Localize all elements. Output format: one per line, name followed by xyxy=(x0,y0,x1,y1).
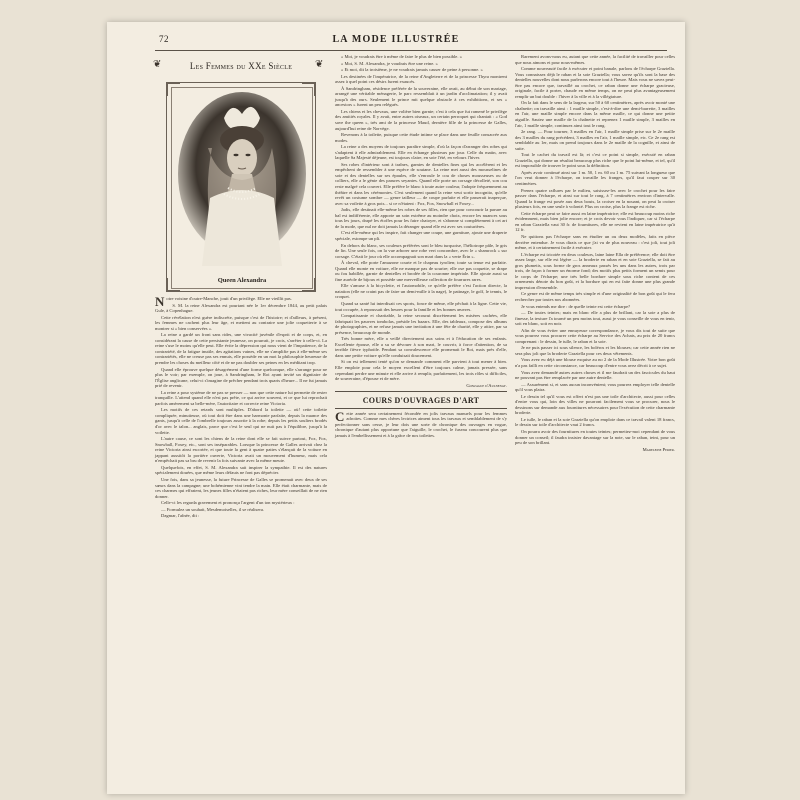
header-rule xyxy=(155,50,667,51)
article-rule xyxy=(335,391,507,392)
paragraph-text: Tout le cachet du travail est là; et c'est ce point si simple, exécuté en raban Graziella, qui donne un résultat beaucoup plus riche que le point lui-même, et tel, qu'il est impossible de trouver le point sous la définition. xyxy=(515,152,675,169)
paragraph-text: Cette révélation n'est guère indiscrète, puisque c'est de l'histoire; et d'ailleurs, à présent, les femmes ne cachent plus leur âge, et mettent au contraire une jolie coquetterie à se montrer si « bien conservées ». xyxy=(155,314,327,331)
paragraph xyxy=(335,408,507,439)
paragraph xyxy=(515,188,675,210)
paragraph xyxy=(335,283,507,300)
section-title: Les Femmes du XXe Siècle xyxy=(189,61,293,71)
portrait-caption: Queen Alexandra xyxy=(217,277,267,284)
paragraph xyxy=(515,304,675,310)
portrait-photo xyxy=(172,88,312,268)
paragraph-text: La reine a des moyens de toujours paraître simple, d'où la façon d'arranger des robes qui s'adaptent à elle admirablement. Elle en échange plusieurs par jour. Celle du matin, avec laquelle Sa Majesté déjeune, est toujours claire, en soie l'été, en velours l'hiver. xyxy=(335,144,507,161)
paragraph xyxy=(515,152,675,169)
paragraph xyxy=(155,513,327,519)
paragraph-text: — Formulez un souhait, Mesdemoiselles, il se réalisera. xyxy=(161,506,265,512)
portrait-frame xyxy=(166,82,316,292)
column-1 xyxy=(155,54,327,520)
paragraph xyxy=(155,407,327,435)
paragraph xyxy=(515,382,675,393)
paragraph-text: Quand elle éprouve quelque désagrément d'une forme quelconque, elle s'arrange pour ne plus le voir; par exemple, on joue, à Sandringham, le Roi ayant invité un dignitaire de l'Église anglicane, celui-ci s'imagine de prêcher pendant trois quarts d'heure... Il ne fut jamais prié de revenir. xyxy=(155,366,327,389)
section-heading xyxy=(155,58,327,76)
ornament-left-icon: ❦ xyxy=(153,59,162,70)
paragraph xyxy=(335,359,507,381)
paragraph-text: Jadis, elle destinait elle-même les robes de ses filles, rien que pour concourir la parure au bal est indifférente, elle apporte un soin extrême au moindre choix, encore les nuances sous tous les jours, drapé les étoffes pour les faire chatoyer, et s'abonne si complètement à cet art de la mode, que nul ne doit jamais la déranger quand elle est avec ses couturières. xyxy=(335,207,507,229)
paragraph-text: La reine a pour système de ne pas se presser — non que cette nature lui permette de rester tranquille. L'attend quand elle n'est pas prête, ce qui arrive souvent, et ce que lui reprochait parfois amèrement sa belle-mère, l'autoritaire et correcte reine Victoria. xyxy=(155,389,327,406)
paragraph-text: Une fois, dans sa jeunesse, la future Princesse de Galles se promenait avec deux de ses sœurs dans la campagne; une bohémienne vint tendre la main. Elle était charmante, mais de ces charmes qui effraient, les jeunes filles n'étaient pas riches, leur mère conseillait de ne rien donner. xyxy=(155,476,327,499)
dropcap: C xyxy=(335,408,345,424)
paragraph xyxy=(515,429,675,446)
paragraph xyxy=(515,129,675,151)
dropcap: N xyxy=(155,294,165,309)
paragraph xyxy=(335,67,507,73)
column-2 xyxy=(335,54,507,439)
paragraph xyxy=(155,315,327,332)
paragraph-text: Après avoir continué ainsi sur 1 m. 50, 1 m. 60 ou 1 m. 75 suivant la longueur que l'on veut donner à l'écharpe, on travaille les franges, qu'il faut couper sur 30 centimètres. xyxy=(515,169,675,187)
paragraph-text: Le dessin tel qu'il vous est offert n'est pas une toile d'architecte, aussi pour celles d'entre vous qui, loin des villes ne pourront facilement vous se procurer, nous le dessinons sur demande aux fournitures nécessaires pour l'exécution de cette charmante broderie. xyxy=(515,393,675,416)
paragraph-text: C'est elle-même qui les inspire, fait changer une coupe, une garniture, ajoute une draperie spéciale, estompe un pli. xyxy=(335,230,507,241)
paragraph xyxy=(155,332,327,365)
paragraph-text: « Moi, je voudrais être à même de faire le plus de bien possible. » xyxy=(341,54,462,59)
paragraph-text: otre voisine d'outre-Manche, jouit d'un privilège. Elle ne vieillit pas. xyxy=(166,296,292,301)
paragraph xyxy=(515,328,675,345)
paragraph-text: Je ne puis passer ici sous silence, les boléros et les blouses; car cette année rien ne sera plus joli que la broderie Graziella pour ces deux vêtements. xyxy=(515,345,675,356)
paragraph-text: On pourra avoir des fournitures en toutes teintes; permettez-moi cependant de vous donner un conseil; il faudra insister davantage sur la note, sur le raban, teint, pour un peu de son brillant. xyxy=(515,429,675,446)
paragraph-text: Cette écharpe peut se faire aussi en laine impératrice; elle est beaucoup moins riche évidemment, mais bien jolie encore; et je crois devoir vous l'indiquer, car si l'écharpe en raban Graziella vaut 30 fr. de fournitures, elle ne revient en laine impératrice qu'à 12 fr. xyxy=(515,210,675,233)
paragraph xyxy=(335,109,507,131)
paragraph xyxy=(335,260,507,282)
paragraph xyxy=(155,465,327,476)
paragraph-text: En dehors du blanc, ses couleurs préférées sont le bleu turquoise, l'héliotrope pâle, le gris de lin. Une seule fois, on la vue arborer une robe vert concombre, avec le « shamrock » sur corsage. C'était le jour où elle accompagnait son mari dans la « verte Érin ». xyxy=(335,242,507,259)
paragraph-text: Les destinées de l'impératrice, de la reine d'Angleterre et de la princesse Thyra montrent assez à quel point ces désirs furent exaucés. xyxy=(335,73,507,85)
paragraph xyxy=(515,370,675,381)
paragraph-text: Celle-ci les regarda gravement et prononça l'argent d'un ton mystérieux : xyxy=(161,500,295,506)
paragraph xyxy=(335,230,507,241)
paragraph xyxy=(515,100,675,128)
paragraph xyxy=(335,86,507,108)
paragraph xyxy=(155,477,327,499)
paragraph-text: On la fait dans le sens de la largeur, sur 50 à 60 centimètres, après avoir monté une chaînette; on travaille ainsi : 1 maille simple, c'est-à-dire une demi-barrette, 3 mailles en l'air, une maille simple encore dans la même maille, ce qui donne une petite aiguille. Sautez une maille de la chaînette et reprenez 1 maille simple, 3 mailles en l'air, 1 maille simple, continuez ainsi tout le rang. xyxy=(515,100,675,128)
paragraph-text: — De toutes teintes; mais en blanc elle a plus de brillant, car la soie a plus de finesse, la texture l'a tourné un peu moins tout, aussi je vous conseille de vous en tenir, soit en blanc, soit en noir. xyxy=(515,310,675,327)
article-signature: Gonzague d'Aulnenay. xyxy=(466,382,507,388)
journal-title: LA MODE ILLUSTRÉE xyxy=(332,34,460,45)
paragraph-text: L'autre cause, ce sont les chiens de la reine dont elle se fait suivre partout, Fox, Fox, Snowball, Foxey, etc., sont ses inséparables. Lorsque la princesse de Galles arrivait chez la reine Victoria ainsi escortée, et que toute la gent à quatre pattes s'élançait de la voiture en jappant aussitôt la portière ouverte, Victoria avait un mouvement d'humeur, mais cela n'empêchait pas sa bru de revenir la fois suivante avec la même meute. xyxy=(155,436,327,464)
paragraph xyxy=(515,291,675,302)
paragraph-text: 2e rang. — Pour tourner, 3 mailles en l'air, 1 maille simple prise sur le 2e maille des 3 mailles du rang précédent, 3 mailles en l'air, 1 maille simple, etc. Ce 2e rang est semblable au 1er, mais on prend toujours dans le 2e maille de la cognille, et ainsi de suite. xyxy=(515,129,675,151)
paragraph xyxy=(155,500,327,506)
paragraph xyxy=(335,74,507,85)
paragraph xyxy=(515,211,675,233)
paragraph-text: Ne quittons pas l'écharpe sans en étudier un ou deux modèles, faits en pièce derrière entendue. Je vous dirais ce que j'ai vu de plus nouveau : c'est joli, tout joli même, et à certainement facile à exécuter. xyxy=(515,233,675,251)
paragraph-text: Quand sa santé lui interdisait ces sports, fonce de même, elle pêchait à la ligne. Cette vie, tout occupée, à repoussait des heures pour la famille et les bonnes œuvres. xyxy=(335,300,507,312)
paragraph-text: Elle s'amuse à la bicyclette, et l'automobile, ce qu'elle préfère c'est l'action directe, la natation (elle ne craint pas de faire un demi-mille à la nage), le patinage, le golf, le tennis, le croquet. xyxy=(335,283,507,300)
paragraph-text: Dagmar, l'aînée, dit : xyxy=(161,513,200,519)
paragraph-text: Je vous entends me dire : de quelle teinte est cette écharpe? xyxy=(521,303,631,309)
paragraph-text: Si on est tellement tenté qu'on se demande comment elle parvient à tout mener à bien. Elle emploie pour cela le moyen excellent d'être toujours calme, jamais pressée, sans cependant perdre une minute et elle arrive à remplir, parfaitement, les trois rôles si difficiles, de souveraine, d'épouse et de mère. xyxy=(335,359,507,382)
paragraph-text: L'écharpe est tricotée en deux couleurs, laine laine Ella de préférence; elle doit être assez large, sur elle est légère — la broderie en raban et en soie Graziella, se fait au gros plumetis, sous forme de gros anneaux passés les uns dans les autres, trois par trois, de façon à former un énorme fond; des motifs plus petits forment un semis pour le corps de l'écharpe; une très belle bordure simple sous riche content de ces ornements dénote du bon goût, et la bordure qui en est faite donne une plus grande impression d'ensemble. xyxy=(515,251,675,290)
paragraph-text: Très bonne mère, elle a veillé directement aux soins et à l'éducation de ses enfants. Excellente épouse, elle a su se dévouer à son mari, le couvrir, à force d'attention, de sa terrible fièvre typhoïde. Pendant sa convalescence elle promenait le Roi, mais près d'elle, dans une petite voiture qu'elle conduisait doucement. xyxy=(335,336,507,358)
article-text xyxy=(335,408,507,439)
paragraph xyxy=(515,66,675,99)
paragraph-text: — Assurément si, et sans aucun inconvénient; vous pourrez employer telle dentelle qu'il vous plaira. xyxy=(515,381,675,393)
paragraph xyxy=(515,345,675,356)
column-2-text xyxy=(335,54,507,382)
paragraph xyxy=(155,507,327,513)
paragraph xyxy=(335,144,507,161)
paragraph xyxy=(515,310,675,327)
paragraph xyxy=(335,243,507,260)
paragraph-text: S. M. la reine Alexandra est pourtant née le 1er décembre 1844, au petit palais Gule, à Copenhague. xyxy=(155,302,327,314)
paragraph xyxy=(515,357,675,368)
paragraph xyxy=(515,252,675,291)
paragraph xyxy=(515,54,675,65)
paragraph-text: Vous avez eu déjà une blouse exquise au no 2 de la Mode Illustrée. Votre bon goût n'a pas failli en cette circonstance, car beaucoup d'entre vous avez décrit à ce sujet. xyxy=(515,357,675,368)
paragraph xyxy=(335,207,507,229)
paragraph-text: Les chiens et les chevaux, une volière bien garnie; c'est à cela que fut ramené le privilège des amitiés royales. Il y avait, entre autres oiseaux, un certain perroquet qui chantait : « God save the queen », très ami de la princesse Maud, dernière fille de la princesse de Galles, aujourd'hui reine de Norvège. xyxy=(335,108,507,131)
paragraph xyxy=(515,170,675,187)
running-head xyxy=(107,34,685,48)
paragraph-text: Vous avez demandé autres autres choses et il me faudrait un des fascicules du haut ne pouvant pas être remplacée par une autre dentelle. xyxy=(515,369,675,381)
article-rule xyxy=(335,408,507,409)
paragraph-text: Afin de vous éviter une ennuyeuse correspondance, je vous dis tout de suite que vous pourrez vous procurer cette écharpe au Service des Achats, au prix de 20 francs comprenant : le dessin, le tulle, le raban et la soie. xyxy=(515,327,675,344)
paragraph-text: Rarement avons-nous eu, autant que cette année, la facilité de travailler pour celles que nous aimons et pour nous-mêmes. xyxy=(515,54,675,65)
column-3-text xyxy=(515,54,675,446)
paragraph xyxy=(155,367,327,389)
article-title: COURS D'OUVRAGES D'ART xyxy=(362,395,480,405)
paragraph xyxy=(335,313,507,335)
paragraph-text: La reine a gardé un front sans rides, une vivacité juvénile d'esprit et de corps, et, en considérant la cause de cette persistante jeunesse, on pourrait, je crois, s'arrêter à celle-ci. La reine s'use le moins qu'elle peut. Elle évite la dépression qui nous vient de l'impatience, de la contrariété, de la fatigue inutile, des agitations vaines, elle ne s'amplifie pas à elle-même ses contrariétés, elle ne creuse pas ses ennuis, elle possède en un mot la philosophie heureuse de prendre les choses du meilleur côté et de ne pas doubler ses peines en les méditant trop. xyxy=(155,332,327,366)
paragraph-text: « Et moi, dit la troisième, je ne voudrais jamais causer de peine à personne. » xyxy=(341,67,483,73)
paragraph-text: Quelquefois, en effet, S. M. Alexandra sait inspirer la sympathie. Il est des natures spécialement douées, que même leurs défauts ne font pas déprécier. xyxy=(155,464,327,476)
paragraph-text: Le tulle, le raban et la soie Graziella qu'on emploie dans ce travail valent 18 francs, le dessin sur toile d'architecte vaut 2 francs. xyxy=(515,416,675,428)
paragraph-text: Ce genre est de même temps très simple et d'une originalité de bon goût qui le fera rechercher par toutes nos abonnées. xyxy=(515,291,675,302)
page-number: 72 xyxy=(159,34,169,44)
paragraph xyxy=(335,61,507,67)
paragraph-text: Ses robes d'intérieur sont à traînes, garnies de dentelles fines qui les accélèrent et les empêchent de ressembler à une espèce de soutane. La reine met aussi des mousselines de soie et des dentelles sur ses épaules, elle s'enroule le cou de choses mousseuses ou de colliers, elle a le génie des parures seyantes. Quand elle porte un corsage décolleté, son cou reste malgré cela couvert. Elle préfère le blanc à toute autre couleur, l'adopte fréquemment au théâtre et dans les cérémonies. C'est seulement quand la reine veut sortir incognito, qu'elle revêt un costume sombre — genre tailleur — de coupe parfaite et elle passerait inaperçue, avec sa voilette à gros pois... si ce n'étaient : Fox, Fox, Snowball et Foxey... xyxy=(335,161,507,206)
paragraph-text: Prenez quatre raflures par le milieu, saisissez-les avec le crochet pour les faire passer dans l'écharpe, et ainsi sur tout le rang, à 7 centimètres environ d'intervalle. Quand la frange est posée aux deux bouts, la croiser en la nouant, on peut la croiser plusieurs fois, en une seule à volonté. Plus on croise, plus la frange est riche. xyxy=(515,187,675,210)
paragraph xyxy=(335,162,507,206)
paragraph xyxy=(515,417,675,428)
paragraph-text: « Moi, S. M. Alexandra, je voudrais être une reine. » xyxy=(341,60,438,66)
paragraph-text: Compatissante et charitable, la reine secourut discrètement les misères cachées, elle fabriquait les pauvres tombolas, préside les bazars. Elle, des tableaux, compose des albums de photographies, et ne refuse jamais une invitation à une fête de charité, elle y attire, par sa présence, beaucoup de monde. xyxy=(335,313,507,335)
article-signature-2: Madeleine Perier. xyxy=(642,446,675,452)
ornament-right-icon: ❦ xyxy=(315,59,324,70)
paragraph xyxy=(155,303,327,314)
paragraph xyxy=(515,394,675,416)
paragraph xyxy=(335,132,507,143)
paragraph-text: À Sandringham, résidence préférée de la souveraine, elle avait, au début de son mariage, arrangé une véritable ménagerie, le parc ressemblait à un jardin d'acclimatation; il y avait jusqu'à des ours. Seulement le prince mit quelque obstacle à ces exhibitions, et ses « ancestors » furent un peu relégués. xyxy=(335,85,507,108)
paragraph-text: Revenons à la toilette, puisque cette étude intime se place dans une feuille consacrée aux modes. xyxy=(335,132,507,143)
paragraph-text: ette année sera certainement fécondée en jolis travaux manuels pour les femmes adroites. Comme mes chères lectrices aiment tous les travaux et semblablement de s'y perfectionner sans cesse, je leur dois une sorte de chronique des ouvrages en vogue, chronique d'autant plus opportune que l'aiguille, le crochet, le fuseau concourent plus que jamais à l'embellissement et à la grâce de nos toilettes. xyxy=(335,410,507,438)
magazine-page xyxy=(107,22,685,794)
column-3 xyxy=(515,54,675,455)
paragraph xyxy=(335,301,507,312)
paragraph xyxy=(155,390,327,407)
paragraph xyxy=(515,234,675,251)
paragraph xyxy=(335,336,507,358)
paragraph xyxy=(335,54,507,60)
portrait-image xyxy=(171,87,313,289)
column-1-text xyxy=(155,296,327,519)
paragraph-text: Les motifs de ces retards sont multiples. D'abord la toilette — où! cette toilette compliquée, minutieuse, où tout doit être dans une harmonie parfaite, depuis la nuance des gants, jusqu'à celle de l'ombrelle toujours assortie à la robe; depuis les petits souliers brodés d'or avec le talon... anglais, parce que c'est le seul qui ne nuit pas à l'équilibre, jusqu'à la voilette. xyxy=(155,407,327,435)
paragraph-text: À cheval, elle porte l'amazone courte et le chapeau tyrolien; toute sa tenue est parfaite. Quand elle monte en voiture, elle ne manque pas de sourire; elle ose pas coquette, se drape ou fou habillée, garnie de dentelles et brodée de la couronne impériale. Elle ajoute aussi sa fine auréole de bijoux et possède une merveilleuse collection de fourrures rares. xyxy=(335,260,507,282)
paragraph xyxy=(155,436,327,464)
paragraph-text: Comme nouveauté facile à exécuter et point banale, parlons de l'écharpe Graziella. Vous connaissez déjà le raban et la soie Graziella; vous savez qu'ils sont la base des dentelles nouvelles dont nous parlerons encore tout à l'heure. Mais vous ne savez peut-être pas encore que, travaillé au crochet, ce raban donne une écharpe gracieuse, originale, facile à porter, chaude en même temps, on ne peut plus avantageusement remplir un but double : l'hiver à la ville et à la villégiature. xyxy=(515,66,675,99)
